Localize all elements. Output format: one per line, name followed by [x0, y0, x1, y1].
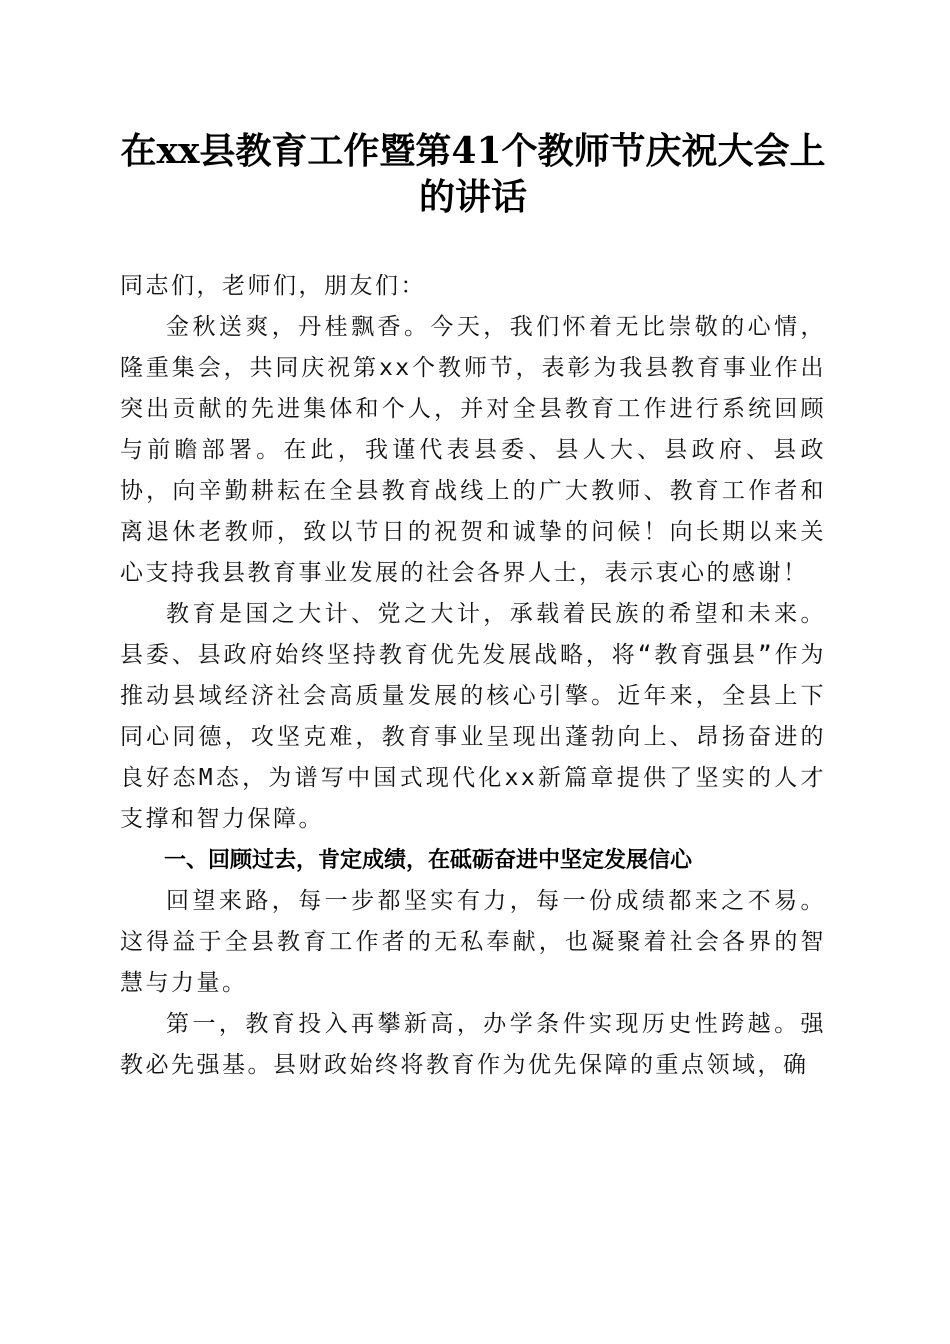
paragraph-opening: 金秋送爽，丹桂飘香。今天，我们怀着无比崇敬的心情，隆重集会，共同庆祝第xx个教师节，表彰为我县教育事业作出突出贡献的先进集体和个人，并对全县教育工作进行系统回顾与前瞻部署。在此，我谨代表县委、县人大、县政府、县政协，向辛勤耕耘在全县教育战线上的广大教师、教育工作者和离退休老教师，致以节日的祝贺和诚挚的问候！向长期以来关心支持我县教育事业发展的社会各界人士，表示衷心的感谢！ [120, 314, 826, 586]
paragraph-review: 回望来路，每一步都坚实有力，每一份成绩都来之不易。这得益于全县教育工作者的无私奉献，也凝聚着社会各界的智慧与力量。 [120, 888, 826, 996]
paragraph-point-one: 第一，教育投入再攀新高，办学条件实现历史性跨越。强教必先强基。县财政始终将教育作为优先保障的重点领域，确 [120, 1011, 826, 1078]
paragraph-education-strategy: 教育是国之大计、党之大计，承载着民族的希望和未来。县委、县政府始终坚持教育优先发展战略，将“教育强县”作为推动县域经济社会高质量发展的核心引擎。近年来，全县上下同心同德，攻坚克难，教育事业呈现出蓬勃向上、昂扬奋进的良好态M态，为谱写中国式现代化xx新篇章提供了坚实的人才支撑和智力保障。 [120, 601, 826, 832]
document-title: 在xx县教育工作暨第41个教师节庆祝大会上的讲话 [120, 130, 826, 218]
salutation: 同志们，老师们，朋友们： [120, 273, 426, 299]
section-heading: 一、回顾过去，肯定成绩，在砥砺奋进中坚定发展信心 [164, 848, 693, 873]
document-page [120, 128, 826, 1086]
